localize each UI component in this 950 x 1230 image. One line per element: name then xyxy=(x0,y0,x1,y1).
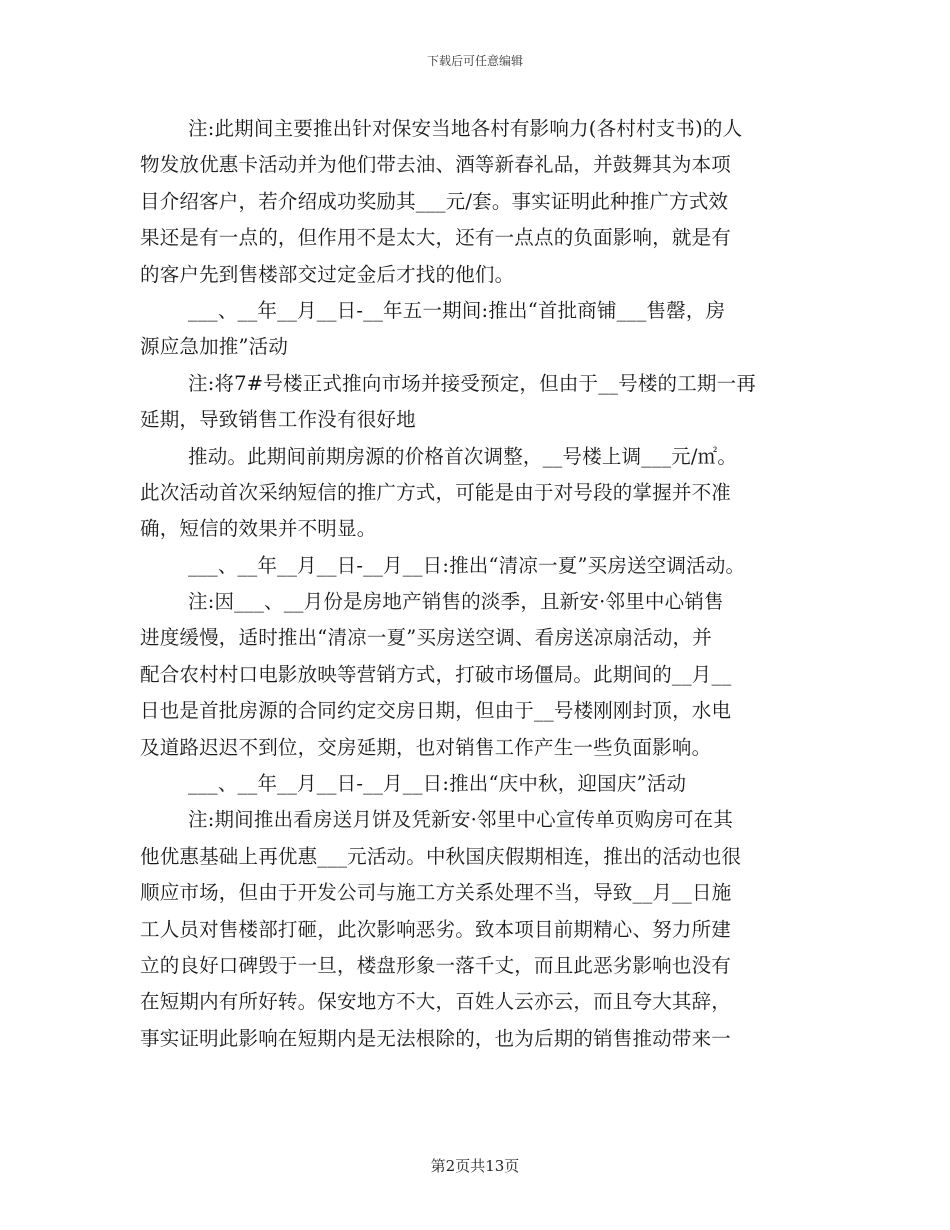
paragraph-line: 延期，导致销售工作没有很好地 xyxy=(140,408,416,432)
paragraph-line: ___、__年__月__日-__月__日:推出“清凉一夏”买房送空调活动。 xyxy=(188,553,746,577)
paragraph-line: 目介绍客户，若介绍成功奖励其___元/套。事实证明此种推广方式效 xyxy=(140,189,729,213)
paragraph-line: 确，短信的效果并不明显。 xyxy=(140,517,377,541)
paragraph-line: ___、__年__月__日-__年五一期间:推出“首批商铺___售罄，房 xyxy=(188,298,726,322)
paragraph-line: 的客户先到售楼部交过定金后才找的他们。 xyxy=(140,262,515,286)
paragraph-line: 事实证明此影响在短期内是无法根除的，也为后期的销售推动带来一 xyxy=(140,1026,732,1050)
page-header: 下载后可任意编辑 xyxy=(426,54,523,68)
paragraph-line: 源应急加推”活动 xyxy=(140,335,289,359)
document-body xyxy=(140,115,820,1061)
paragraph-line: 立的良好口碑毁于一旦，楼盘形象一落千丈，而且此恶劣影响也没有 xyxy=(140,953,732,977)
paragraph-line: 注:因___、__月份是房地产销售的淡季，且新安·邻里中心销售 xyxy=(188,590,724,614)
paragraph-line: 此次活动首次采纳短信的推广方式，可能是由于对号段的掌握并不准 xyxy=(140,480,732,504)
page-footer: 第2页共13页 xyxy=(430,1157,520,1175)
paragraph-line: 注:此期间主要推出针对保安当地各村有影响力(各村村支书)的人 xyxy=(188,117,743,140)
paragraph-line: 工人员对售楼部打砸，此次影响恶劣。致本项目前期精心、努力所建 xyxy=(140,917,732,941)
paragraph-line: 果还是有一点的，但作用不是太大，还有一点点的负面影响，就是有 xyxy=(140,226,732,250)
paragraph-line: ___、__年__月__日-__月__日:推出“庆中秋，迎国庆”活动 xyxy=(188,772,687,796)
paragraph-line: 注:期间推出看房送月饼及凭新安·邻里中心宣传单页购房可在其 xyxy=(188,808,734,832)
paragraph-line: 在短期内有所好转。保安地方不大，百姓人云亦云，而且夸大其辞， xyxy=(140,990,732,1014)
paragraph-line: 推动。此期间前期房源的价格首次调整，__号楼上调___元/㎡。 xyxy=(188,444,738,468)
paragraph-line: 日也是首批房源的合同约定交房日期，但由于__号楼刚刚封顶，水电 xyxy=(140,699,732,723)
paragraph-line: 配合农村村口电影放映等营销方式，打破市场僵局。此期间的__月__ xyxy=(140,662,732,686)
paragraph-line: 进度缓慢，适时推出“清凉一夏”买房送空调、看房送凉扇活动，并 xyxy=(140,626,712,650)
paragraph-line: 物发放优惠卡活动并为他们带去油、酒等新春礼品，并鼓舞其为本项 xyxy=(140,153,732,177)
paragraph-line: 注:将7#号楼正式推向市场并接受预定，但由于__号楼的工期一再 xyxy=(188,371,757,395)
paragraph-line: 他优惠基础上再优惠___元活动。中秋国庆假期相连，推出的活动也很 xyxy=(140,844,742,868)
paragraph-line: 及道路迟迟不到位，交房延期，也对销售工作产生一些负面影响。 xyxy=(140,735,712,759)
paragraph-line: 顺应市场，但由于开发公司与施工方关系处理不当，导致__月__日施 xyxy=(140,881,732,905)
